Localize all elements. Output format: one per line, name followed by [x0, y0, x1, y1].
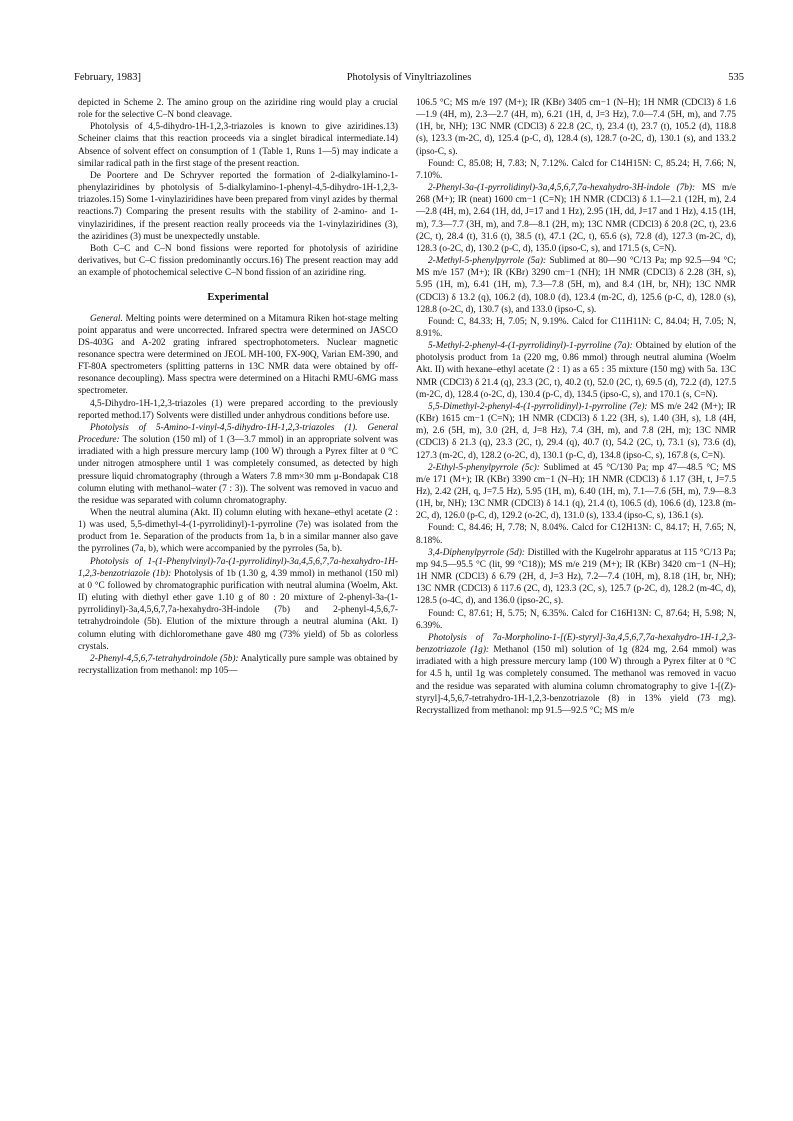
paragraph: 4,5-Dihydro-1H-1,2,3-triazoles (1) were prepared according to the previously reported method.17) Solvents were distilled under anhydrous conditions before use.: [78, 398, 398, 421]
running-header: [74, 72, 744, 88]
paragraph-text: Sublimed at 45 °C/130 Pa; mp 47—48.5 °C; MS m/e 171 (M+); IR (KBr) 3390 cm−1 (N–H); 1H NMR (CDCl3) δ 1.17 (3H, t, J=7.5 Hz), 2.42 (2H, q, J=7.5 Hz), 5.95 (1H, m), 6.40 (1H, m), 7.1—7.6 (5H, m), 7.9—8.3 (1H, br, NH); 13C NMR (CDCl3) δ 14.1 (q), 21.4 (t), 106.5 (d), 106.6 (d), 123.8 (m-2C, d), 126.0 (p-C, d), 129.2 (o-2C, d), 131.0 (s), 133.4 (ipso-C, s), 136.1 (s).: [416, 462, 736, 522]
run-in-heading: 2-Phenyl-3a-(1-pyrrolidinyl)-3a,4,5,6,7,7a-hexahydro-3H-indole (7b):: [428, 183, 696, 194]
paragraph: [416, 462, 736, 523]
paragraph: [416, 401, 736, 462]
paragraph: Found: C, 84.33; H, 7.05; N, 9.19%. Calcd for C11H11N: C, 84.04; H, 7.05; N, 8.91%.: [416, 316, 736, 339]
paragraph-text: Photolysis of 1b (1.30 g, 4.39 mmol) in methanol (150 ml) at 0 °C followed by chromatographic purification with neutral alumina (Woelm, Akt. II) eluting with diethyl ether gave 1.10 g of 80 : 20 mixture of 2-phenyl-3a-(1-pyrrolidinyl)-3a,4,5,6,7,7a-hexahydro-3H-indole (7b) and 2-phenyl-4,5,6,7-tetrahydroindole (5b). Elution of the mixture through a neutral alumina (Akt. I) column eluting with dichloromethane gave 480 mg (73% yield) of 5b as colorless crystals.: [78, 568, 398, 652]
left-column: [78, 97, 398, 677]
header-date: February, 1983]: [74, 72, 141, 83]
paragraph: Found: C, 87.61; H, 5.75; N, 6.35%. Calcd for C16H13N: C, 87.64; H, 5.98; N, 6.39%.: [416, 608, 736, 631]
paragraph: When the neutral alumina (Akt. II) column eluting with hexane–ethyl acetate (2 : 1) was used, 5,5-dimethyl-4-(1-pyrrolidinyl)-1-pyrroline (7e) was isolated from the product from 1e. Separation of the products from 1a, b in a similar manner also gave the pyrrolines (7a, b), which were accompanied by the pyrroles (5a, b).: [78, 508, 398, 555]
run-in-heading: 5,5-Dimethyl-2-phenyl-4-(1-pyrrolidinyl)-1-pyrroline (7e):: [428, 401, 648, 412]
paragraph: [78, 653, 398, 677]
page-number: 535: [728, 72, 744, 83]
paragraph-text: Distilled with the Kugelrohr apparatus at 115 °C/13 Pa; mp 94.5—95.5 °C (lit, 99 °C18)); MS m/e 219 (M+); IR (KBr) 3420 cm−1 (N–H); 1H NMR (CDCl3) δ 6.79 (2H, d, J=3 Hz), 7.2—7.4 (10H, m), 8.18 (1H, br, NH); 13C NMR (CDCl3) δ 117.6 (2C, d), 123.3 (2C, s), 125.7 (p-2C, d), 128.2 (m-4C, d), 128.5 (o-4C, d), and 136.0 (ipso-2C, s).: [416, 547, 736, 607]
run-in-heading: General.: [90, 313, 123, 324]
paragraph: 106.5 °C; MS m/e 197 (M+); IR (KBr) 3405 cm−1 (N–H); 1H NMR (CDCl3) δ 1.6—1.9 (4H, m), 2.3—2.7 (4H, m), 6.21 (1H, d, J=3 Hz), 7.0—7.4 (5H, m), and 7.75 (1H, br, NH); 13C NMR (CDCl3) δ 22.8 (2C, t), 23.4 (t), 23.7 (t), 105.2 (d), 118.8 (s), 123.3 (m-2C, d), 125.4 (p-C, d), 128.4 (s), 128.7 (o-2C, d), 130.1 (s), and 133.2 (ipso-C, s).: [416, 98, 736, 157]
paragraph-text: Melting points were determined on a Mitamura Riken hot-stage melting point apparatus and were uncorrected. Infrared spectra were determined on JASCO DS-403G and A-202 grating infrared spectrophotometers. Nuclear magnetic resonance spectra were determined on JEOL MH-100, FX-90Q, Varian EM-390, and FT-80A spectrometers (splitting patterns in 13C NMR data were obtained by off-resonance decoupling). Mass spectra were determined on a Hitachi RMU-6MG mass spectrometer.: [78, 313, 398, 397]
run-in-heading: Photolysis of 5-Amino-1-vinyl-4,5-dihydro-1H-1,2,3-triazoles (1). General Procedure:: [78, 422, 398, 446]
paragraph: [416, 182, 736, 255]
paragraph: [78, 313, 398, 398]
paragraph-text: MS m/e 242 (M+); IR (KBr) 1615 cm−1 (C=N); 1H NMR (CDCl3) δ 1.22 (3H, s), 1.40 (3H, s), 1.8 (4H, m), 2.6 (5H, m), 3.0 (2H, d, J=8 Hz), 7.4 (3H, m), and 7.8 (2H, m); 13C NMR (CDCl3) δ 21.3 (q), 23.3 (2C, t), 29.4 (q), 40.7 (t), 54.2 (2C, t), 73.1 (s), 73.6 (d), 127.3 (m-2C, d), 128.2 (o-2C, d), 130.1 (p-C, d), 134.8 (ipso-C, s), 167.8 (s, C=N).: [416, 401, 736, 461]
paragraph: [78, 422, 398, 507]
header-title: Photolysis of Vinyltriazolines: [346, 72, 472, 83]
run-in-heading: Photolysis of 7a-Morpholino-1-[(E)-styryl]-3a,4,5,6,7,7a-hexahydro-1H-1,2,3-benzotriazole (1g):: [416, 632, 736, 656]
right-column: [416, 97, 736, 717]
paragraph: [78, 556, 398, 653]
paragraph: Photolysis of 4,5-dihydro-1H-1,2,3-triazoles is known to give aziridines.13) Scheiner claims that this reaction proceeds via a singlet biradical intermediate.14) Absence of solvent effect on consumption of 1 (Table 1, Runs 1—5) may indicate a similar radical path in the first stage of the present reaction.: [78, 122, 398, 169]
paragraph-text: Sublimed at 80—90 °C/13 Pa; mp 92.5—94 °C; MS m/e 157 (M+); IR (KBr) 3290 cm−1 (NH); 1H NMR (CDCl3) δ 2.28 (3H, s), 5.95 (1H, m), 6.41 (1H, m), 7.3—7.8 (5H, m), and 8.4 (1H, br, NH); 13C NMR (CDCl3) δ 13.2 (q), 106.2 (d), 108.0 (d), 123.4 (m-2C, d), 125.6 (p-C, d), 128.0 (s), 128.8 (o-2C, d), 130.7 (s), and 133.0 (ipso-C, s).: [416, 256, 736, 315]
paragraph-text: Methanol (150 ml) solution of 1g (824 mg, 2.64 mmol) was irradiated with a high pressure mercury lamp (100 W) through a Pyrex filter at 0 °C for 4.5 h, until 1g was completely consumed. The methanol was removed in vacuo and the residue was separated with alumina column chromatography to give 1-[(Z)-styryl]-4,5,6,7-tetrahydro-1H-1,2,3-benzotriazole (8) in 13% yield (73 mg). Recrystallized from methanol: mp 91.5—92.5 °C; MS m/e: [416, 645, 736, 716]
run-in-heading: Photolysis of 1-(1-Phenylvinyl)-7a-(1-pyrrolidinyl)-3a,4,5,6,7,7a-hexahydro-1H-1,2,3-benzotriazole (1b):: [78, 556, 398, 579]
section-title: Experimental: [207, 292, 269, 304]
run-in-heading: 3,4-Diphenylpyrrole (5d):: [428, 547, 525, 558]
run-in-heading: 2-Ethyl-5-phenylpyrrole (5c):: [428, 462, 540, 473]
paragraph: [416, 340, 736, 401]
paragraph-text: Obtained by elution of the photolysis product from 1a (220 mg, 0.86 mmol) through neutral alumina (Woelm Akt. II) with hexane–ethyl acetate (2 : 1) as a 65 : 35 mixture (150 mg) with 5a. 13C NMR (CDCl3) δ 21.4 (q), 23.3 (2C, t), 40.2 (t), 52.0 (2C, t), 69.5 (d), 72.2 (d), 127.5 (m-2C, d), 128.4 (o-2C, d), 130.4 (p-C, d), 134.5 (ipso-C, s), and 170.1 (s, C=N).: [416, 341, 736, 400]
paragraph: Found: C, 84.46; H, 7.78; N, 8.04%. Calcd for C12H13N: C, 84.17; H, 7.65; N, 8.18%.: [416, 523, 736, 546]
run-in-heading: 2-Phenyl-4,5,6,7-tetrahydroindole (5b):: [90, 653, 239, 664]
paragraph-text: Analytically pure sample was obtained by recrystallization from methanol: mp 105—: [78, 653, 398, 677]
paragraph: De Poortere and De Schryver reported the formation of 2-dialkylamino-1-phenylaziridines by photolysis of 5-dialkylamino-1-phenyl-4,5-dihydro-1H-1,2,3-triazoles.15) Some 1-vinylaziridines have been prepared from vinyl azides by thermal reactions.7) Comparing the present results with the stability of 2-amino- and 1-vinylaziridines, if the present reaction really proceeds via the 1-vinylaziridines (3), the aziridines (3) must be unexpectedly unstable.: [78, 170, 398, 242]
paragraph: depicted in Scheme 2. The amino group on the aziridine ring would play a crucial role for the selective C–N bond cleavage.: [78, 98, 398, 121]
run-in-heading: 2-Methyl-5-phenylpyrrole (5a):: [428, 256, 547, 267]
paragraph: Both C–C and C–N bond fissions were reported for photolysis of aziridine derivatives, but C–C fission predominantly occurs.16) The present reaction may add an example of photochemical selective C–N bond fission of an aziridine ring.: [78, 243, 398, 279]
paragraph: [416, 547, 736, 608]
run-in-heading: 5-Methyl-2-phenyl-4-(1-pyrrolidinyl)-1-pyrroline (7a):: [428, 341, 633, 352]
paragraph: [416, 632, 736, 717]
paragraph: [416, 255, 736, 316]
paragraph: Found: C, 85.08; H, 7.83; N, 7.12%. Calcd for C14H15N: C, 85.24; H, 7.66; N, 7.10%.: [416, 158, 736, 181]
paragraph-text: The solution (150 ml) of 1 (3—3.7 mmol) in an appropriate solvent was irradiated with a high pressure mercury lamp (100 W) through a Pyrex filter at 0 °C under nitrogen atmosphere until 1 was completely consumed, as detected by high pressure liquid chromatography (through a Waters 7.8 mm×30 mm μ-Bondapak C18 column eluting with methanol–water (7 : 3)). The solvent was removed in vacuo and the residue was separated with column chromatography.: [78, 435, 398, 506]
paragraph-text: MS m/e 268 (M+); IR (neat) 1600 cm−1 (C=N); 1H NMR (CDCl3) δ 1.1—2.1 (12H, m), 2.4—2.8 (4H, m), 2.64 (1H, dd, J=17 and 1 Hz), 2.95 (1H, dd, J=17 and 1 Hz), 4.15 (1H, m), 7.3—7.7 (3H, m), and 7.8—8.1 (2H, m); 13C NMR (CDCl3) δ 20.8 (2C, t), 23.6 (2C, t), 28.4 (t), 31.6 (t), 38.5 (t), 47.1 (2C, t), 65.6 (s), 72.8 (d), 127.3 (m-2C, d), 128.3 (o-2C, d), 130.2 (p-C, d), 135.0 (ipso-C, s), and 171.5 (s, C=N).: [416, 183, 736, 254]
